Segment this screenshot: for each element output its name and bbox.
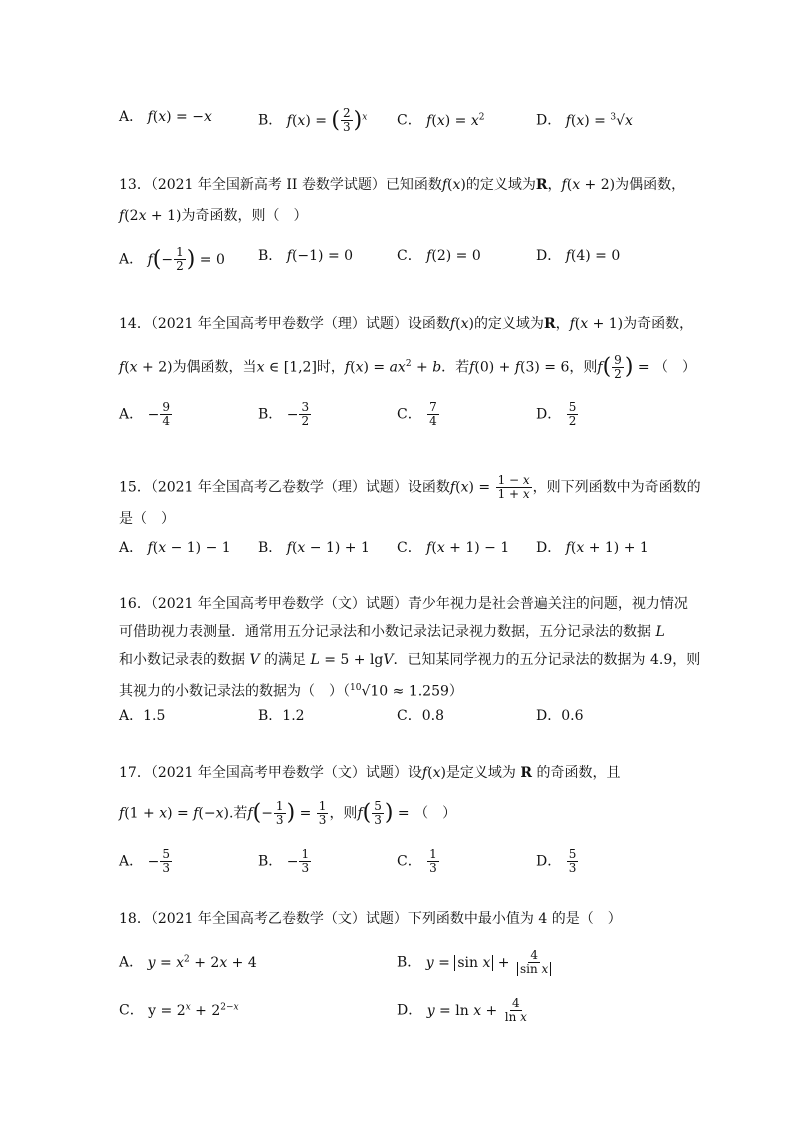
q17-option-b: B． − $\frac{1}{3}$	[258, 847, 310, 875]
math: f(x) = ( $\frac{2}{3}$ )$^x$	[286, 106, 368, 135]
q14-line-1: 14．（2021 年全国高考甲卷数学（理）试题）设函数f(x)的定义域为R，f(x + 1)为奇函数，	[119, 316, 694, 332]
q13-option-d: D． f(4) = 0	[536, 248, 621, 264]
q13-option-b: B． f(−1) = 0	[258, 248, 354, 264]
q12-option-b: B． f(x) = ( $\frac{2}{3}$ )$^x$	[258, 106, 368, 135]
q15-option-b: B． f(x − 1) + 1	[258, 540, 370, 556]
q16-line-2: 可借助视力表测量．通常用五分记录法和小数记录法记录视力数据，五分记录法的数据 L	[119, 624, 665, 640]
q12-option-a: A． f(x) = −x	[119, 109, 212, 125]
q14-option-b: B． − $\frac{3}{2}$	[258, 400, 310, 428]
q17-option-d: D． $\frac{5}{3}$	[536, 847, 577, 875]
q16-option-b: B．1.2	[258, 708, 305, 724]
q16-option-d: D．0.6	[536, 708, 584, 724]
q17-option-c: C． $\frac{1}{3}$	[397, 847, 437, 875]
q12-option-d: D． f(x) = $^3$√x	[536, 112, 633, 129]
math: f(x) = $^3$√x	[565, 112, 633, 129]
q17-option-a: A． − $\frac{5}{3}$	[119, 847, 170, 875]
q16-option-c: C．0.8	[397, 708, 444, 724]
q15-option-d: D． f(x + 1) + 1	[536, 540, 649, 556]
q15-option-a: A． f(x − 1) − 1	[119, 540, 231, 556]
q12-option-c: C． $f(x) = x^2$	[397, 112, 485, 129]
q14-line-2: f(x + 2)为偶函数，当x ∈ [1,2]时，$f(x) = ax^2 + b$．若f(0) + f(3) = 6，则f( $\frac{9}{2}$ ) = （ ）	[119, 353, 697, 382]
q15-line-1: 15．（2021 年全国高考乙卷数学（理）试题）设函数f(x) = $\frac{1 - x}{1 + x}$ ，则下列函数中为奇函数的	[119, 473, 701, 501]
q17-line-1: 17．（2021 年全国高考甲卷数学（文）试题）设f(x)是定义域为 R 的奇函数，且	[119, 765, 621, 781]
q18-option-a: A． $y = x^2 + 2x + 4$	[119, 954, 257, 971]
q17-line-2: f(1 + x) = f(−x).若f(− $\frac{1}{3}$ ) = $\frac{1}{3}$ ，则f( $\frac{5}{3}$ ) = （ ）	[119, 799, 457, 827]
q15-option-c: C． f(x + 1) − 1	[397, 540, 510, 556]
q14-option-c: C． $\frac{7}{4}$	[397, 400, 437, 428]
q16-line-4: 其视力的小数记录法的数据为（ ）（$^{10}$√10 ≈ 1.259）	[119, 683, 463, 700]
q14-option-d: D． $\frac{5}{2}$	[536, 400, 577, 428]
q13-option-a: A． f(− $\frac{1}{2}$ ) = 0	[119, 245, 225, 273]
math: $f(x) = x^2$	[426, 112, 485, 129]
q16-option-a: A．1.5	[119, 708, 166, 724]
q13-option-c: C． f(2) = 0	[397, 248, 481, 264]
q16-line-3: 和小数记录表的数据 V 的满足 L = 5 + lgV．已知某同学视力的五分记录法的数据为 4.9，则	[119, 652, 701, 668]
q18-option-c: C． $y = 2^x + 2^{2-x}$	[119, 1002, 239, 1019]
q18-line-1: 18．（2021 年全国高考乙卷数学（文）试题）下列函数中最小值为 4 的是（ ）	[119, 911, 622, 927]
math: f(x) = −x	[147, 109, 212, 125]
q16-line-1: 16．（2021 年全国高考甲卷数学（文）试题）青少年视力是社会普遍关注的问题，视力情况	[119, 596, 688, 612]
q18-option-d: D． y = ln x + $\frac{4}{\text{ln x}}$	[397, 996, 527, 1024]
q13-line-1: 13．（2021 年全国新高考 II 卷数学试题）已知函数f(x)的定义域为R，f(x + 2)为偶函数，	[119, 177, 686, 193]
q14-option-a: A． − $\frac{9}{4}$	[119, 400, 170, 428]
q15-line-2: 是（ ）	[119, 511, 175, 527]
q18-option-b: B． y = sin x + $\frac{4}{\text{sin x}}$	[397, 949, 554, 976]
q13-line-2: f(2x + 1)为奇函数，则（ ）	[119, 208, 308, 224]
